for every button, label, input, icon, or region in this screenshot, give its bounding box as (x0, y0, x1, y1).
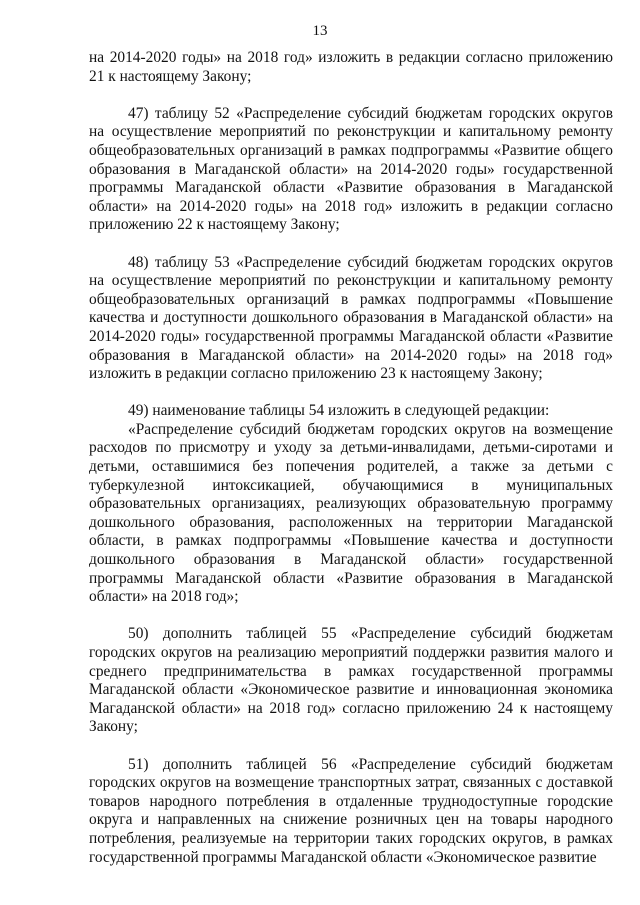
paragraph-continuation: на 2014-2020 годы» на 2018 год» изложить в редакции согласно приложению 21 к настоящему Закону; (89, 49, 613, 85)
paragraph-item-50: 50) дополнить таблицей 55 «Распределение субсидий бюджетам городских округов на реализацию мероприятий поддержки развития малого и среднего предпринимательства в рамках государственной программы Магаданской области «Экономическое развитие и инновационная экономика Магаданской области» на 2018 год» согласно приложению 24 к настоящему Закону; (89, 625, 613, 736)
paragraph-item-49: 49) наименование таблицы 54 изложить в следующей редакции: (128, 402, 550, 420)
paragraph-item-48: 48) таблицу 53 «Распределение субсидий бюджетам городских округов на осуществление мероприятий по реконструкции и капитальному ремонту общеобразовательных организаций в рамках подпрограммы «Повышение качества и доступности дошкольного образования в Магаданской области» на 2014-2020 годы» государственной программы Магаданской области «Развитие образования в Магаданской области» на 2014-2020 годы» на 2018 год» изложить в редакции согласно приложению 23 к настоящему Закону; (89, 253, 613, 383)
paragraph-table-54-title: «Распределение субсидий бюджетам городских округов на возмещение расходов по присмотру и уходу за детьми-инвалидами, детьми-сиротами и детьми, оставшимися без попечения родителей, а также за детьми с туберкулезной интоксикацией, обучающимися в муниципальных образовательных организациях, реализующих образовательную программу дошкольного образования, расположенных на территории Магаданской области, в рамках подпрограммы «Повышение качества и доступности дошкольного образования в Магаданской области» государственной программы Магаданской области «Развитие образования в Магаданской области» на 2018 год»; (89, 420, 613, 606)
paragraph-item-51: 51) дополнить таблицей 56 «Распределение субсидий бюджетам городских округов на возмещение транспортных затрат, связанных с доставкой товаров народного потребления в отдаленные труднодоступные городские округа и направленных на снижение розничных цен на товары народного потребления, реализуемые на территории таких городских округов, в рамках государственной программы Магаданской области «Экономическое развитие (89, 755, 613, 866)
page-number: 13 (312, 23, 328, 39)
document-body (89, 49, 613, 867)
paragraph-item-47: 47) таблицу 52 «Распределение субсидий бюджетам городских округов на осуществление мероприятий по реконструкции и капитальному ремонту общеобразовательных организаций в рамках подпрограммы «Развитие общего образования в Магаданской области» на 2014-2020 годы» государственной программы Магаданской области «Развитие образования в Магаданской области» на 2014-2020 годы» на 2018 год» изложить в редакции согласно приложению 22 к настоящему Закону; (89, 104, 613, 234)
